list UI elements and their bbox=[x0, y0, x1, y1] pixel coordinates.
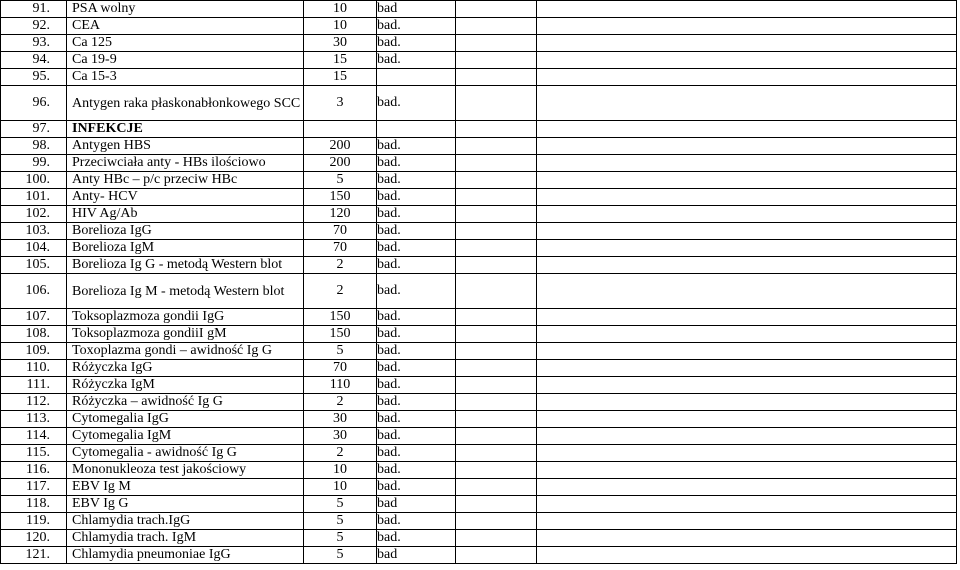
table-row bbox=[1, 121, 957, 138]
empty-cell bbox=[537, 530, 957, 547]
row-number: 92. bbox=[1, 18, 67, 35]
empty-cell bbox=[456, 189, 537, 206]
row-number: 118. bbox=[1, 496, 67, 513]
test-quantity: 110 bbox=[304, 377, 377, 394]
empty-cell bbox=[537, 445, 957, 462]
test-name: Chlamydia pneumoniae IgG bbox=[67, 547, 304, 564]
table-row bbox=[1, 309, 957, 326]
test-quantity: 10 bbox=[304, 18, 377, 35]
empty-cell bbox=[456, 155, 537, 172]
empty-cell bbox=[537, 86, 957, 121]
test-name: Różyczka – awidność Ig G bbox=[67, 394, 304, 411]
row-number: 105. bbox=[1, 257, 67, 274]
row-number: 99. bbox=[1, 155, 67, 172]
table-row bbox=[1, 445, 957, 462]
test-name: Różyczka IgM bbox=[67, 377, 304, 394]
test-name: Ca 125 bbox=[67, 35, 304, 52]
test-quantity: 150 bbox=[304, 309, 377, 326]
empty-cell bbox=[456, 462, 537, 479]
empty-cell bbox=[456, 86, 537, 121]
table-row bbox=[1, 377, 957, 394]
test-name: Anty HBc – p/c przeciw HBc bbox=[67, 172, 304, 189]
empty-cell bbox=[537, 52, 957, 69]
row-number: 101. bbox=[1, 189, 67, 206]
row-number: 109. bbox=[1, 343, 67, 360]
table-row bbox=[1, 428, 957, 445]
empty-cell bbox=[456, 18, 537, 35]
empty-cell bbox=[456, 513, 537, 530]
test-quantity: 2 bbox=[304, 257, 377, 274]
table-row bbox=[1, 1, 957, 18]
empty-cell bbox=[456, 138, 537, 155]
test-quantity: 3 bbox=[304, 86, 377, 121]
test-unit: bad. bbox=[377, 445, 456, 462]
test-quantity: 5 bbox=[304, 343, 377, 360]
row-number: 98. bbox=[1, 138, 67, 155]
empty-cell bbox=[456, 547, 537, 564]
table-row bbox=[1, 496, 957, 513]
test-quantity: 5 bbox=[304, 513, 377, 530]
test-unit: bad. bbox=[377, 360, 456, 377]
test-unit: bad. bbox=[377, 52, 456, 69]
test-unit: bad. bbox=[377, 274, 456, 309]
table-row bbox=[1, 343, 957, 360]
empty-cell bbox=[456, 411, 537, 428]
table-row bbox=[1, 394, 957, 411]
test-name: Antygen raka płaskonabłonkowego SCC bbox=[67, 86, 304, 121]
test-unit: bad bbox=[377, 496, 456, 513]
test-quantity: 2 bbox=[304, 445, 377, 462]
empty-cell bbox=[456, 326, 537, 343]
test-name: Antygen HBS bbox=[67, 138, 304, 155]
empty-cell bbox=[537, 496, 957, 513]
test-name: Mononukleoza test jakościowy bbox=[67, 462, 304, 479]
test-quantity: 70 bbox=[304, 360, 377, 377]
test-quantity: 10 bbox=[304, 1, 377, 18]
empty-cell bbox=[537, 223, 957, 240]
test-name: EBV Ig M bbox=[67, 479, 304, 496]
empty-cell bbox=[537, 360, 957, 377]
row-number: 114. bbox=[1, 428, 67, 445]
test-unit: bad. bbox=[377, 326, 456, 343]
empty-cell bbox=[537, 240, 957, 257]
row-number: 108. bbox=[1, 326, 67, 343]
test-name: PSA wolny bbox=[67, 1, 304, 18]
test-quantity: 150 bbox=[304, 326, 377, 343]
row-number: 93. bbox=[1, 35, 67, 52]
empty-cell bbox=[456, 240, 537, 257]
empty-cell bbox=[456, 445, 537, 462]
test-name: Ca 19-9 bbox=[67, 52, 304, 69]
empty-cell bbox=[537, 377, 957, 394]
test-unit: bad. bbox=[377, 138, 456, 155]
empty-cell bbox=[537, 121, 957, 138]
empty-cell bbox=[456, 343, 537, 360]
empty-cell bbox=[456, 257, 537, 274]
test-name: Borelioza IgG bbox=[67, 223, 304, 240]
empty-cell bbox=[537, 18, 957, 35]
row-number: 116. bbox=[1, 462, 67, 479]
test-unit: bad. bbox=[377, 86, 456, 121]
table-row bbox=[1, 172, 957, 189]
empty-cell bbox=[456, 496, 537, 513]
table-row bbox=[1, 547, 957, 564]
test-quantity: 5 bbox=[304, 496, 377, 513]
table-row bbox=[1, 69, 957, 86]
test-unit: bad. bbox=[377, 513, 456, 530]
test-unit bbox=[377, 69, 456, 86]
table-row bbox=[1, 360, 957, 377]
row-number: 107. bbox=[1, 309, 67, 326]
row-number: 106. bbox=[1, 274, 67, 309]
test-name: Borelioza Ig M - metodą Western blot bbox=[67, 274, 304, 309]
empty-cell bbox=[456, 360, 537, 377]
row-number: 111. bbox=[1, 377, 67, 394]
empty-cell bbox=[456, 121, 537, 138]
row-number: 104. bbox=[1, 240, 67, 257]
test-unit: bad. bbox=[377, 240, 456, 257]
row-number: 102. bbox=[1, 206, 67, 223]
empty-cell bbox=[537, 462, 957, 479]
test-quantity: 70 bbox=[304, 223, 377, 240]
row-number: 121. bbox=[1, 547, 67, 564]
test-quantity: 200 bbox=[304, 138, 377, 155]
test-quantity: 10 bbox=[304, 462, 377, 479]
test-quantity: 70 bbox=[304, 240, 377, 257]
table-row bbox=[1, 138, 957, 155]
test-name: Borelioza Ig G - metodą Western blot bbox=[67, 257, 304, 274]
table-row bbox=[1, 52, 957, 69]
empty-cell bbox=[537, 69, 957, 86]
test-name: Cytomegalia - awidność Ig G bbox=[67, 445, 304, 462]
test-quantity: 5 bbox=[304, 547, 377, 564]
test-unit: bad. bbox=[377, 172, 456, 189]
test-quantity: 200 bbox=[304, 155, 377, 172]
test-name: Toksoplazmoza gondiiI gM bbox=[67, 326, 304, 343]
test-unit: bad. bbox=[377, 479, 456, 496]
test-quantity: 2 bbox=[304, 274, 377, 309]
empty-cell bbox=[537, 138, 957, 155]
test-quantity: 30 bbox=[304, 428, 377, 445]
row-number: 117. bbox=[1, 479, 67, 496]
test-name: CEA bbox=[67, 18, 304, 35]
empty-cell bbox=[537, 1, 957, 18]
empty-cell bbox=[456, 206, 537, 223]
test-name: Ca 15-3 bbox=[67, 69, 304, 86]
empty-cell bbox=[537, 35, 957, 52]
test-name: Cytomegalia IgM bbox=[67, 428, 304, 445]
test-quantity: 15 bbox=[304, 69, 377, 86]
test-quantity: 30 bbox=[304, 35, 377, 52]
empty-cell bbox=[456, 1, 537, 18]
row-number: 120. bbox=[1, 530, 67, 547]
test-quantity: 10 bbox=[304, 479, 377, 496]
test-name: Toksoplazmoza gondii IgG bbox=[67, 309, 304, 326]
empty-cell bbox=[456, 52, 537, 69]
test-unit: bad. bbox=[377, 223, 456, 240]
test-name: Cytomegalia IgG bbox=[67, 411, 304, 428]
row-number: 115. bbox=[1, 445, 67, 462]
empty-cell bbox=[537, 155, 957, 172]
table-row bbox=[1, 189, 957, 206]
empty-cell bbox=[456, 309, 537, 326]
empty-cell bbox=[456, 172, 537, 189]
row-number: 94. bbox=[1, 52, 67, 69]
row-number: 110. bbox=[1, 360, 67, 377]
empty-cell bbox=[456, 428, 537, 445]
empty-cell bbox=[537, 257, 957, 274]
test-quantity: 5 bbox=[304, 530, 377, 547]
test-quantity bbox=[304, 121, 377, 138]
table-row bbox=[1, 206, 957, 223]
test-unit: bad. bbox=[377, 462, 456, 479]
row-number: 103. bbox=[1, 223, 67, 240]
empty-cell bbox=[537, 428, 957, 445]
table-row bbox=[1, 479, 957, 496]
test-unit: bad bbox=[377, 547, 456, 564]
row-number: 97. bbox=[1, 121, 67, 138]
test-unit: bad. bbox=[377, 377, 456, 394]
table-row bbox=[1, 86, 957, 121]
row-number: 119. bbox=[1, 513, 67, 530]
empty-cell bbox=[456, 530, 537, 547]
table-row bbox=[1, 462, 957, 479]
table-row bbox=[1, 18, 957, 35]
test-unit: bad bbox=[377, 1, 456, 18]
empty-cell bbox=[537, 411, 957, 428]
table-row bbox=[1, 155, 957, 172]
test-unit: bad. bbox=[377, 411, 456, 428]
test-unit: bad. bbox=[377, 18, 456, 35]
empty-cell bbox=[537, 172, 957, 189]
test-unit bbox=[377, 121, 456, 138]
table-row bbox=[1, 411, 957, 428]
test-name: EBV Ig G bbox=[67, 496, 304, 513]
table-row bbox=[1, 240, 957, 257]
empty-cell bbox=[537, 206, 957, 223]
empty-cell bbox=[537, 479, 957, 496]
row-number: 112. bbox=[1, 394, 67, 411]
test-name: Różyczka IgG bbox=[67, 360, 304, 377]
table-row bbox=[1, 513, 957, 530]
empty-cell bbox=[456, 377, 537, 394]
table-row bbox=[1, 223, 957, 240]
empty-cell bbox=[537, 394, 957, 411]
empty-cell bbox=[537, 326, 957, 343]
test-name: Anty- HCV bbox=[67, 189, 304, 206]
test-unit: bad. bbox=[377, 257, 456, 274]
test-quantity: 2 bbox=[304, 394, 377, 411]
test-name: Toxoplazma gondi – awidność Ig G bbox=[67, 343, 304, 360]
empty-cell bbox=[456, 69, 537, 86]
test-unit: bad. bbox=[377, 309, 456, 326]
table-row bbox=[1, 326, 957, 343]
test-name: Chlamydia trach. IgM bbox=[67, 530, 304, 547]
empty-cell bbox=[456, 35, 537, 52]
empty-cell bbox=[537, 547, 957, 564]
row-number: 95. bbox=[1, 69, 67, 86]
empty-cell bbox=[456, 274, 537, 309]
row-number: 96. bbox=[1, 86, 67, 121]
row-number: 91. bbox=[1, 1, 67, 18]
table-row bbox=[1, 530, 957, 547]
test-name: HIV Ag/Ab bbox=[67, 206, 304, 223]
test-unit: bad. bbox=[377, 155, 456, 172]
empty-cell bbox=[537, 309, 957, 326]
empty-cell bbox=[456, 394, 537, 411]
test-quantity: 30 bbox=[304, 411, 377, 428]
empty-cell bbox=[456, 479, 537, 496]
test-name: Chlamydia trach.IgG bbox=[67, 513, 304, 530]
empty-cell bbox=[456, 223, 537, 240]
test-name: Przeciwciała anty - HBs ilościowo bbox=[67, 155, 304, 172]
test-unit: bad. bbox=[377, 394, 456, 411]
row-number: 113. bbox=[1, 411, 67, 428]
table-body bbox=[1, 1, 957, 564]
test-unit: bad. bbox=[377, 189, 456, 206]
test-quantity: 5 bbox=[304, 172, 377, 189]
test-unit: bad. bbox=[377, 206, 456, 223]
test-name: INFEKCJE bbox=[67, 121, 304, 138]
empty-cell bbox=[537, 274, 957, 309]
test-quantity: 120 bbox=[304, 206, 377, 223]
row-number: 100. bbox=[1, 172, 67, 189]
test-quantity: 150 bbox=[304, 189, 377, 206]
test-unit: bad. bbox=[377, 35, 456, 52]
test-name: Borelioza IgM bbox=[67, 240, 304, 257]
test-unit: bad. bbox=[377, 343, 456, 360]
empty-cell bbox=[537, 343, 957, 360]
test-unit: bad. bbox=[377, 428, 456, 445]
table-row bbox=[1, 274, 957, 309]
test-quantity: 15 bbox=[304, 52, 377, 69]
empty-cell bbox=[537, 189, 957, 206]
test-unit: bad. bbox=[377, 530, 456, 547]
table-row bbox=[1, 35, 957, 52]
table-row bbox=[1, 257, 957, 274]
empty-cell bbox=[537, 513, 957, 530]
